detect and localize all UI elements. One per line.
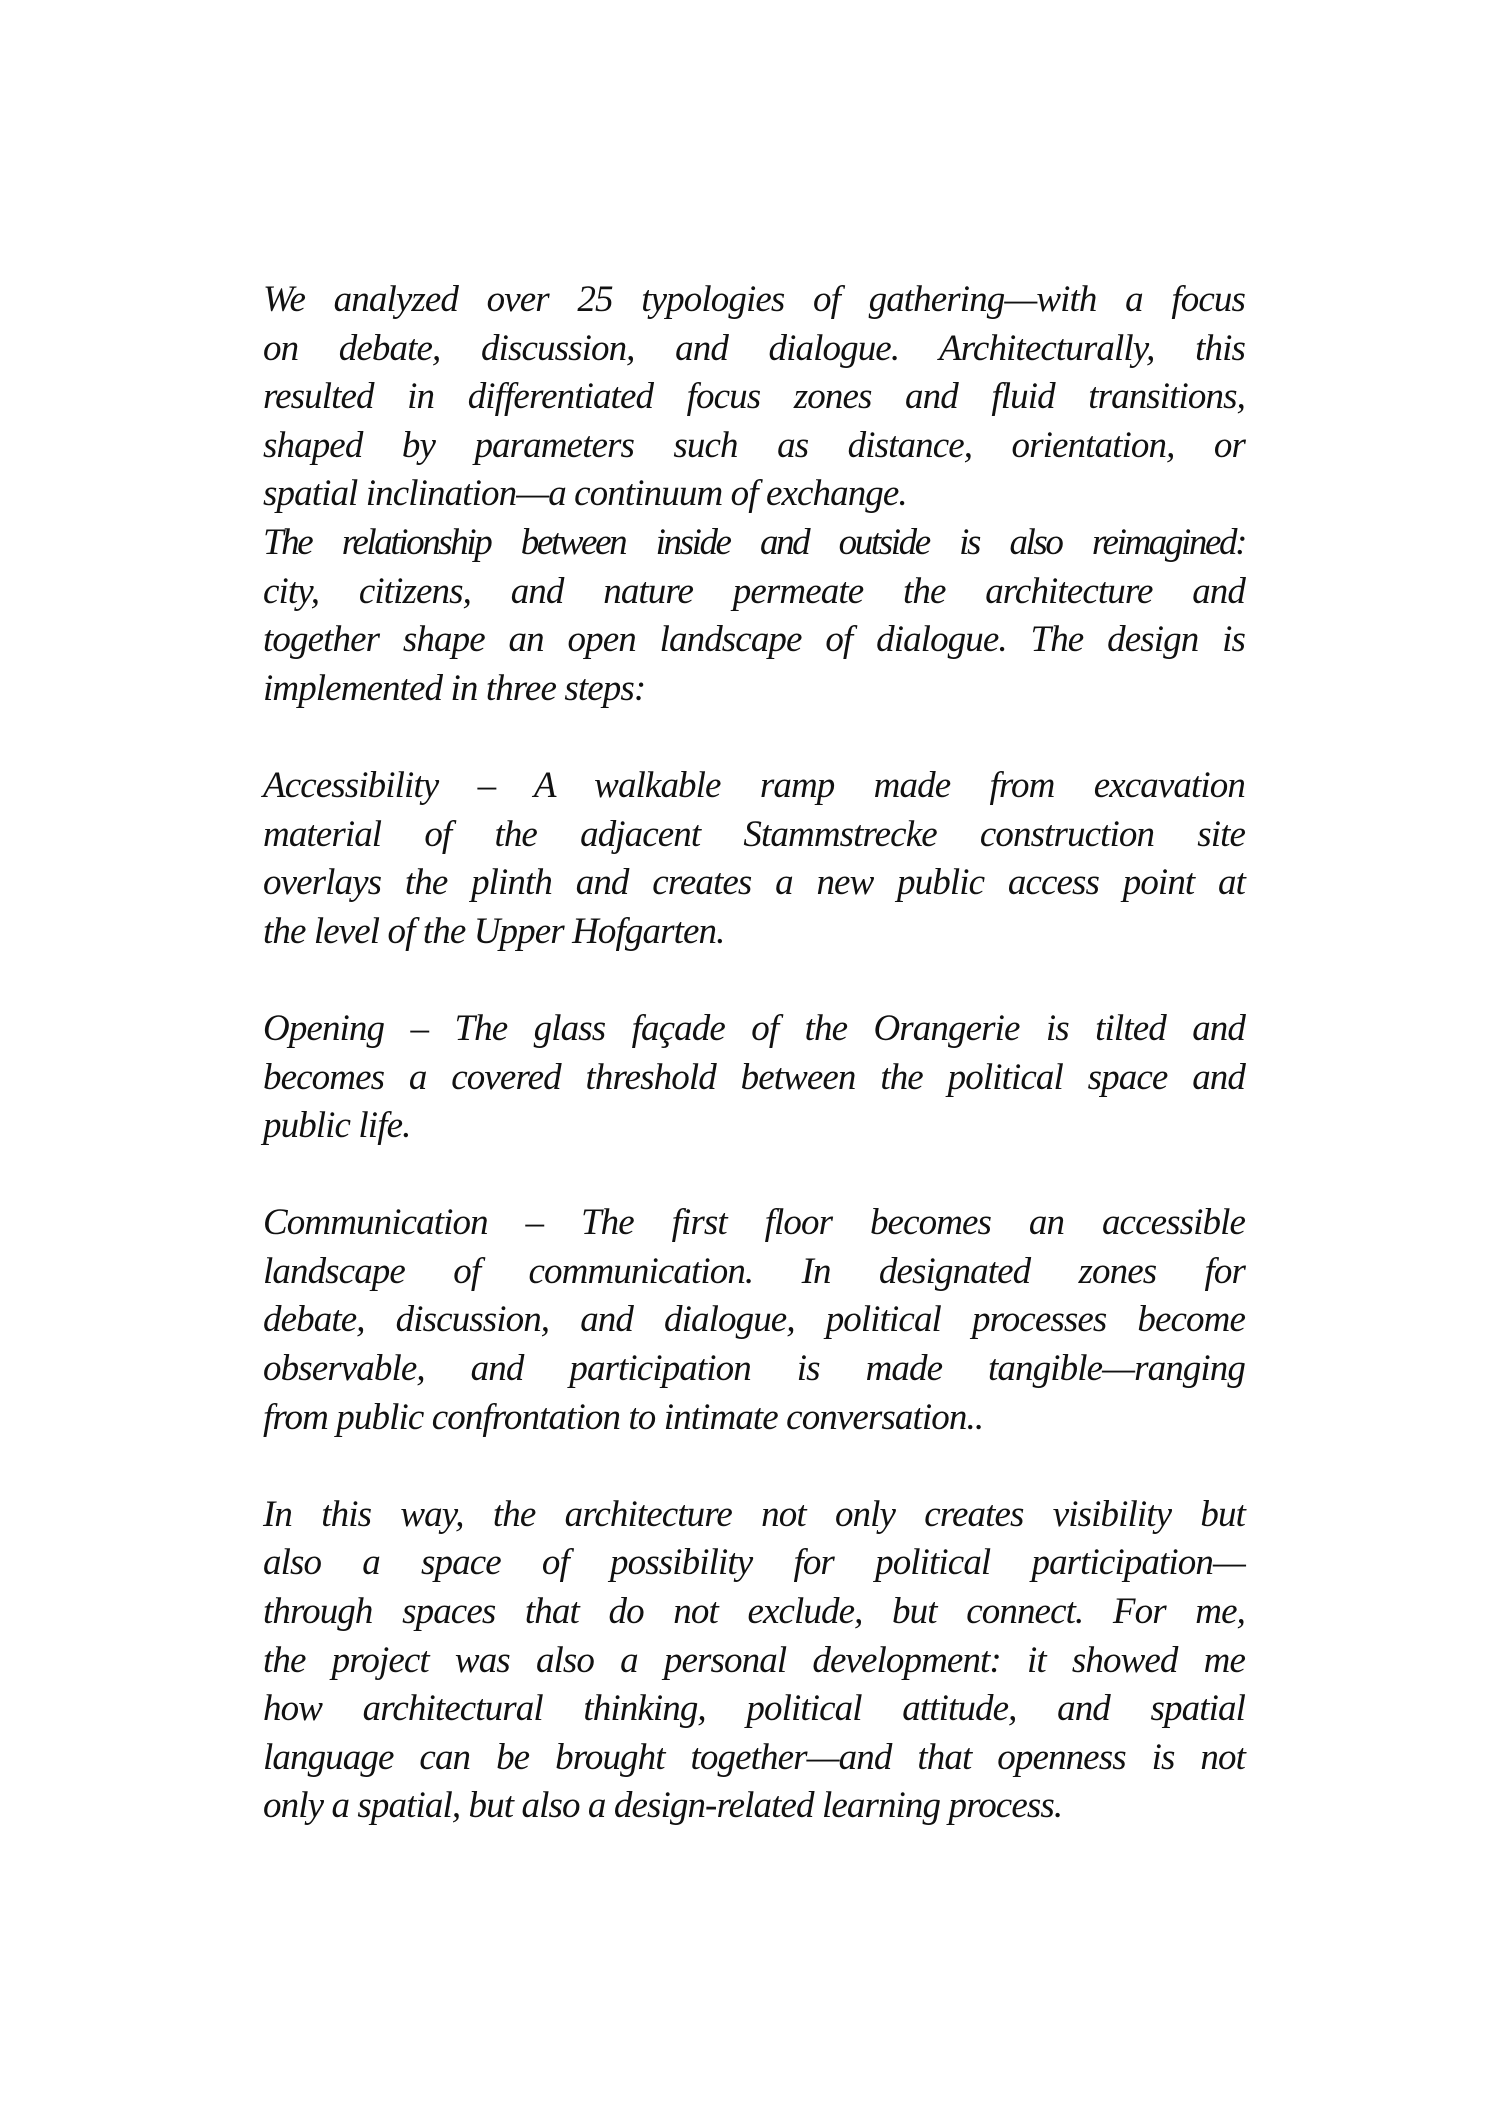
paragraph-step-opening [263, 1005, 1245, 1151]
text-line: spatial inclination—a continuum of exchange. [263, 473, 907, 515]
text-line: together shape an open landscape of dialogue. The design is [263, 619, 1245, 661]
paragraph-inside-outside [263, 519, 1245, 713]
paragraph-conclusion [263, 1491, 1245, 1831]
text-line: also a space of possibility for political participation— [263, 1542, 1245, 1584]
text-line: becomes a covered threshold between the political space and [263, 1056, 1245, 1098]
text-line: debate, discussion, and dialogue, political processes become [263, 1299, 1245, 1341]
text-line: through spaces that do not exclude, but connect. For me, [263, 1591, 1245, 1633]
text-line: how architectural thinking, political attitude, and spatial [263, 1688, 1245, 1730]
text-line: implemented in three steps: [263, 667, 646, 709]
text-line: on debate, discussion, and dialogue. Architecturally, this [263, 327, 1245, 369]
text-line: overlays the plinth and creates a new public access point at [263, 862, 1245, 904]
text-line: resulted in differentiated focus zones and fluid transitions, [263, 376, 1245, 418]
text-line: Communication – The first floor becomes an accessible [263, 1202, 1245, 1244]
text-line: Accessibility – A walkable ramp made from excavation [263, 764, 1245, 806]
text-line: city, citizens, and nature permeate the architecture and [263, 570, 1245, 612]
paragraph-intro [263, 276, 1245, 519]
text-line: from public confrontation to intimate conversation.. [263, 1396, 984, 1438]
text-line: material of the adjacent Stammstrecke construction site [263, 813, 1245, 855]
text-line: observable, and participation is made tangible—ranging [263, 1348, 1245, 1390]
text-line: We analyzed over 25 typologies of gathering—with a focus [263, 279, 1245, 320]
text-line: the level of the Upper Hofgarten. [263, 910, 725, 952]
text-line: shaped by parameters such as distance, orientation, or [263, 424, 1245, 466]
text-line: language can be brought together—and that openness is not [263, 1736, 1245, 1778]
text-line: landscape of communication. In designated zones for [263, 1250, 1245, 1292]
paragraph-step-communication [263, 1199, 1245, 1442]
text-line: The relationship between inside and outside is also reimagined: [263, 521, 1245, 563]
paragraph-step-accessibility [263, 762, 1245, 956]
text-line: In this way, the architecture not only creates visibility but [263, 1493, 1245, 1535]
text-line: Opening – The glass façade of the Orangerie is tilted and [263, 1007, 1245, 1049]
document-body [263, 276, 1245, 1831]
text-line: only a spatial, but also a design-related learning process. [263, 1785, 1063, 1827]
text-line: the project was also a personal development: it showed me [263, 1639, 1245, 1681]
text-line: public life. [263, 1105, 411, 1147]
